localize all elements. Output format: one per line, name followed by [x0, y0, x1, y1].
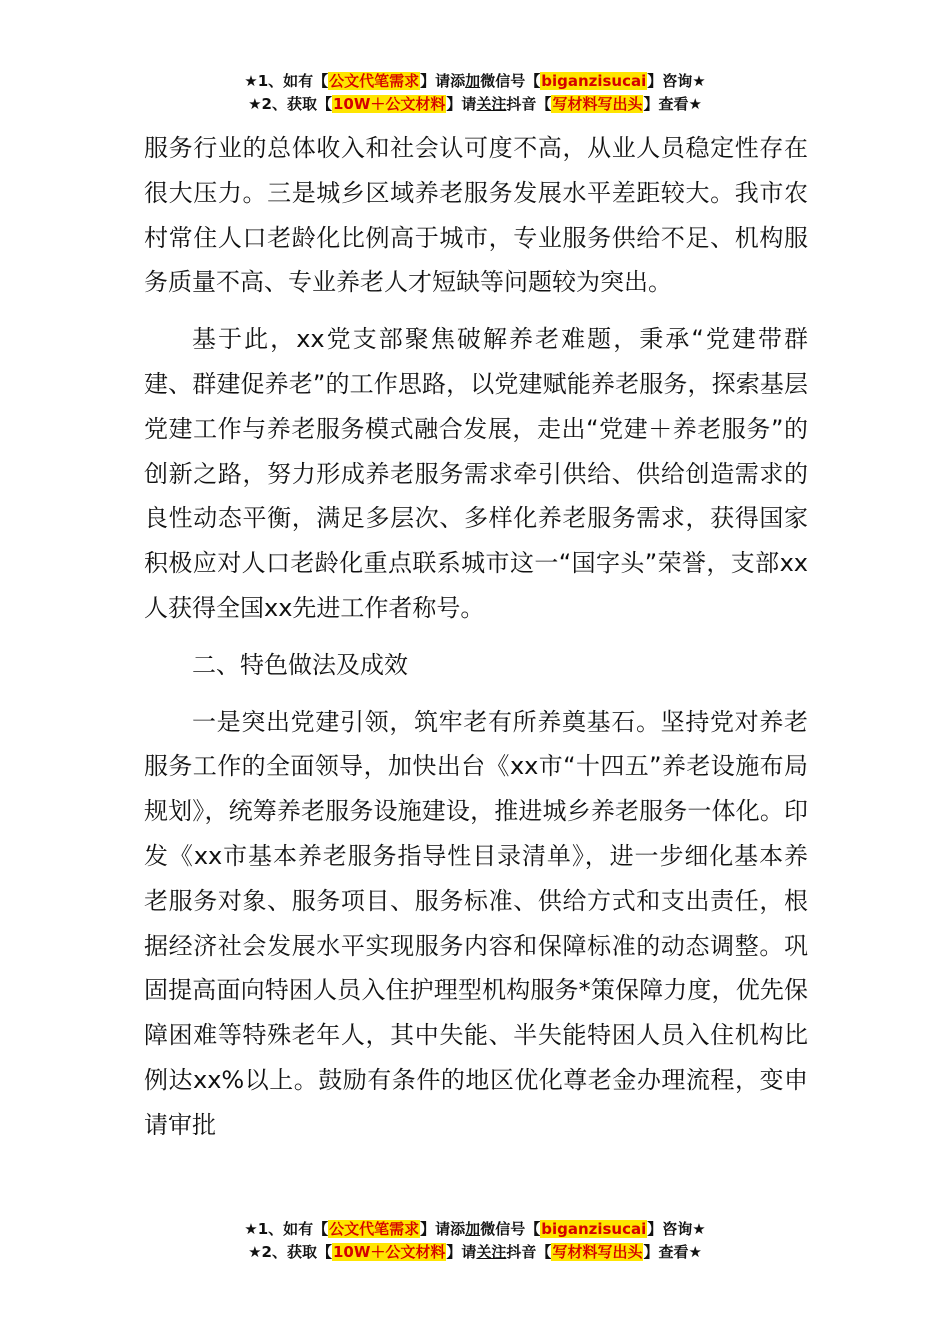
highlight-service: 公文代笔需求 — [329, 72, 420, 90]
header-banner — [0, 70, 950, 116]
banner-text: 2、获取【 — [261, 95, 332, 113]
banner-text: 】请添 — [420, 72, 466, 90]
star-icon: ★ — [244, 1220, 258, 1238]
banner-text: 抖音【 — [506, 1243, 552, 1261]
star-icon: ★ — [692, 1220, 706, 1238]
paragraph: 一是突出党建引领，筑牢老有所养奠基石。坚持党对养老服务工作的全面领导，加快出台《xx市“十四五”养老设施布局规划》，统筹养老服务设施建设，推进城乡养老服务一体化。印发《xx市基本养老服务指导性目录清单》，进一步细化基本养老服务对象、服务项目、服务标准、供给方式和支出责任，根据经济社会发展水平实现服务内容和保障标准的动态调整。巩固提高面向特困人员入住护理型机构服务*策保障力度，优先保障困难等特殊老年人，其中失能、半失能特困人员入住机构比例达xx%以上。鼓励有条件的地区优化尊老金办理流程，变申请审批 — [144, 707, 808, 1139]
section-heading: 二、特色做法及成效 — [192, 650, 408, 679]
document-body — [144, 126, 808, 1160]
banner-text: 2、获取【 — [261, 1243, 332, 1261]
star-icon: ★ — [244, 72, 258, 90]
banner-underline: 加 — [465, 1220, 481, 1238]
banner-text: 抖音【 — [506, 95, 552, 113]
highlight-wechat-id: biganzisucai — [541, 72, 647, 90]
banner-line-1 — [0, 70, 950, 93]
banner-text: 】咨询 — [647, 1220, 693, 1238]
banner-text: 】查看 — [643, 1243, 689, 1261]
banner-line-2 — [0, 1241, 950, 1264]
highlight-materials: 10W＋公文材料 — [332, 95, 446, 113]
star-icon: ★ — [692, 72, 706, 90]
banner-text: 】咨询 — [647, 72, 693, 90]
banner-underline: 关注 — [476, 95, 507, 113]
banner-underline: 关注 — [476, 1243, 507, 1261]
banner-text: 微信号【 — [480, 1220, 541, 1238]
banner-text: 】请 — [446, 1243, 477, 1261]
paragraph: 基于此，xx党支部聚焦破解养老难题，秉承“党建带群建、群建促养老”的工作思路，以党建赋能养老服务，探索基层党建工作与养老服务模式融合发展，走出“党建＋养老服务”的创新之路，努力形成养老服务需求牵引供给、供给创造需求的良性动态平衡，满足多层次、多样化养老服务需求，获得国家积极应对人口老龄化重点联系城市这一“国字头”荣誉，支部xx人获得全国xx先进工作者称号。 — [144, 325, 808, 622]
banner-text: 1、如有【 — [257, 72, 329, 90]
star-icon: ★ — [688, 95, 702, 113]
highlight-douyin: 写材料写出头 — [552, 95, 643, 113]
highlight-wechat-id: biganzisucai — [541, 1220, 647, 1238]
star-icon: ★ — [248, 1243, 262, 1261]
paragraph-continued: 服务行业的总体收入和社会认可度不高，从业人员稳定性存在很大压力。三是城乡区域养老服务发展水平差距较大。我市农村常住人口老龄化比例高于城市，专业服务供给不足、机构服务质量不高、专业养老人才短缺等问题较为突出。 — [144, 134, 808, 297]
star-icon: ★ — [688, 1243, 702, 1261]
banner-text: 】请 — [446, 95, 477, 113]
highlight-service: 公文代笔需求 — [329, 1220, 420, 1238]
banner-text: 微信号【 — [480, 72, 541, 90]
highlight-materials: 10W＋公文材料 — [332, 1243, 446, 1261]
banner-text: 1、如有【 — [257, 1220, 329, 1238]
banner-text: 】请添 — [420, 1220, 466, 1238]
star-icon: ★ — [248, 95, 262, 113]
footer-banner — [0, 1218, 950, 1264]
banner-underline: 加 — [465, 72, 481, 90]
banner-line-1 — [0, 1218, 950, 1241]
banner-text: 】查看 — [643, 95, 689, 113]
highlight-douyin: 写材料写出头 — [552, 1243, 643, 1261]
banner-line-2 — [0, 93, 950, 116]
